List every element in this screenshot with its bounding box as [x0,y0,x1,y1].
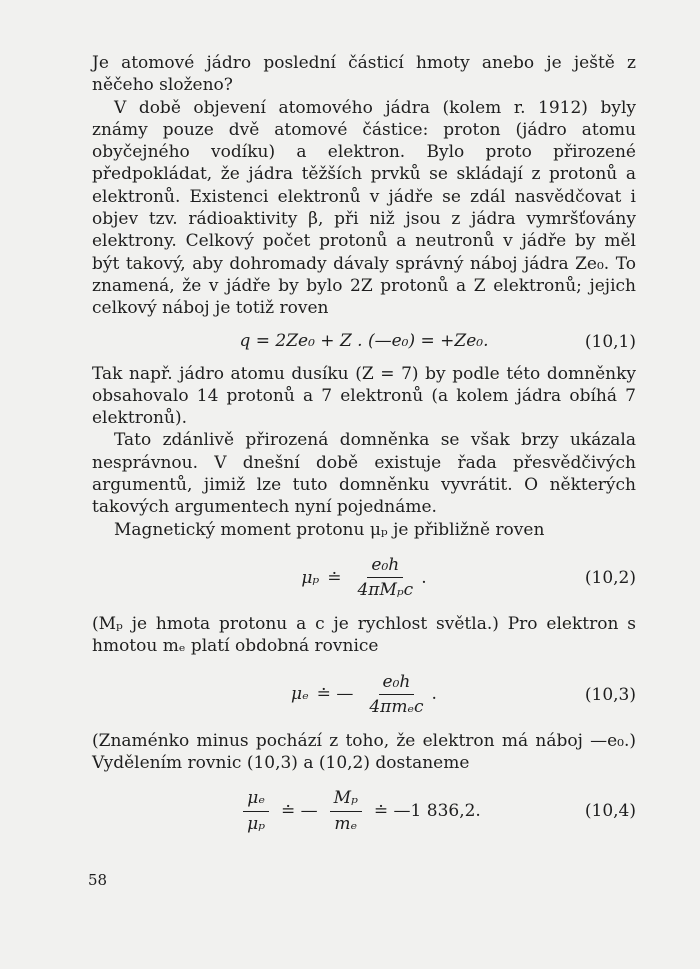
equation-10-4-result: ≐ —1 836,2. [373,800,481,821]
equation-10-2-number: (10,2) [584,567,636,588]
equation-10-2-numerator: e₀h [367,554,403,578]
equation-10-2-fraction [353,554,417,602]
equation-10-2-lhs: μₚ [301,567,320,588]
equation-10-4-mu-numerator: μₑ [243,787,269,811]
paragraph-3: Tak např. jádro atomu dusíku (Z = 7) by podle této domněnky obsahovalo 14 protonů a 7 elektronů (a kolem jádra obíhá 7 elektronů). [92,363,636,429]
equation-10-4-relation: ≐ — [281,800,318,821]
equation-10-4-number: (10,4) [584,800,636,821]
paragraph-5: Magnetický moment protonu μₚ je přibližně roven [114,519,545,540]
equation-10-3-denominator: 4πmₑc [369,697,424,718]
equation-10-3-lhs: μₑ [291,684,309,705]
body-text [92,52,636,846]
equation-10-2-tail: . [421,567,427,588]
equation-10-3-tail: . [431,684,437,705]
equation-10-1 [92,325,636,359]
paragraph-7: (Znaménko minus pochází z toho, že elektron má náboj —e₀.) Vydělením rovnic (10,3) a (10,2) dostaneme [92,730,636,773]
equation-10-4-mass-numerator: Mₚ [330,787,362,811]
equation-10-2 [92,549,636,607]
equation-10-1-expression: q = 2Ze₀ + Z . (—e₀) = +Ze₀. [239,331,489,352]
paragraph-2: V době objevení atomového jádra (kolem r. 1912) byly známy pouze dvě atomové částice: proton (jádro atomu obyčejného vodíku) a elektron. Bylo proto přirozené předpokládat, že jádra těžších prvků se skládají z protonů a elektronů. Existenci elektronů v jádře se zdál nasvědčovat i objev tzv. rádioaktivity β, při niž jsou z jádra vymršťovány elektrony. Celkový počet protonů a neutronů v jádře by měl být takový, aby dohromady dávaly správný náboj jádra Ze₀. To znamená, že v jádře by bylo 2Z protonů a Z elektronů; jejich celkový náboj je totiž roven [92,97,636,319]
equation-10-1-number: (10,1) [584,331,636,352]
equation-10-2-relation: ≐ [327,567,342,588]
paragraph-1: Je atomové jádro poslední částicí hmoty anebo je ještě z něčeho složeno? [92,53,636,96]
page-number: 58 [88,871,108,889]
equation-10-4-mass-denominator: mₑ [334,813,358,834]
equation-10-3-number: (10,3) [584,684,636,705]
equation-10-3-numerator: e₀h [379,671,415,695]
equation-10-3-relation: ≐ — [316,684,354,705]
equation-10-4-fraction-mu [243,787,269,835]
equation-10-3 [92,666,636,724]
equation-10-4-fraction-mass [330,787,362,835]
equation-10-4 [92,782,636,840]
paragraph-4: Tato zdánlivě přirozená domněnka se však brzy ukázala nesprávnou. V dnešní době existuje řada přesvědčivých argumentů, jimiž lze tuto domněnku vyvrátit. O některých takových argumentech nyní pojednáme. [92,430,636,518]
equation-10-3-fraction [365,671,427,719]
equation-10-4-mu-denominator: μₚ [247,813,266,834]
paragraph-6: (Mₚ je hmota protonu a c je rychlost světla.) Pro elektron s hmotou mₑ platí obdobná rovnice [92,613,636,657]
equation-10-2-denominator: 4πMₚc [357,580,414,601]
